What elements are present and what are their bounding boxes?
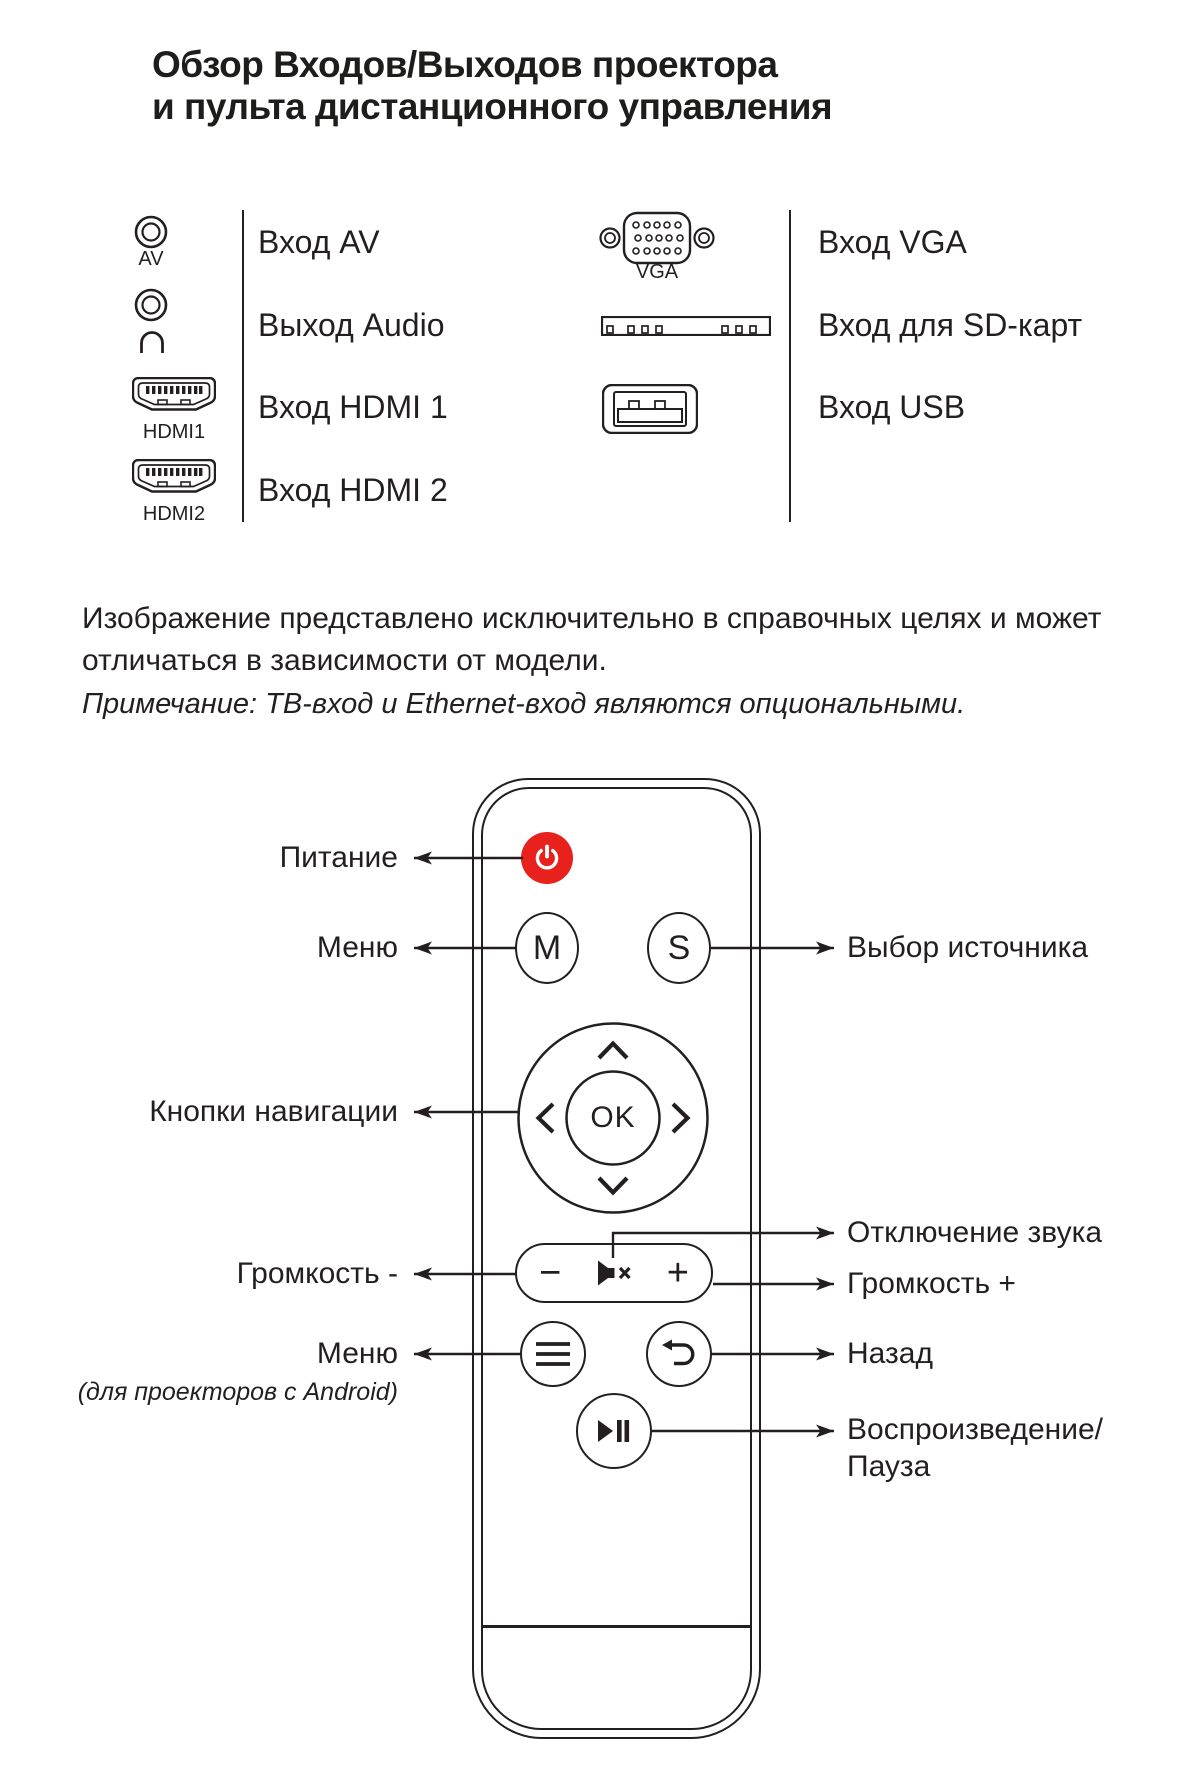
callout-back: Назад [847,1337,933,1370]
volume-minus-button: − [539,1251,562,1294]
back-button [646,1321,712,1387]
hdmi2-connector-icon [132,459,216,503]
callout-mute: Отключение звука [847,1216,1103,1249]
disclaimer-line1: Изображение представлено исключительно в справочных целях и может [82,602,1102,635]
callout-source: Выбор источника [847,931,1089,964]
menu-m-button [515,912,579,984]
usb-port-icon [602,384,698,434]
hdmi1-caption: HDMI1 [142,421,206,443]
back-arrow-icon [661,1337,697,1371]
remote-control-body [472,778,761,1739]
vga-caption: VGA [635,261,679,283]
vga-connector-icon [599,211,715,265]
source-s-button [647,912,711,984]
disclaimer-text [82,598,1101,682]
audio-jack-icon [133,287,169,323]
play-pause-icon [598,1418,631,1444]
android-menu-button [520,1321,586,1387]
io-label-audio-out: Выход Audio [258,307,445,343]
hamburger-menu-icon [535,1340,571,1368]
io-label-sd: Вход для SD-карт [818,307,1083,343]
io-label-av: Вход AV [258,224,380,260]
callout-play-pause [847,1411,1103,1485]
callout-navigation: Кнопки навигации [149,1095,398,1128]
hdmi1-connector-icon [132,377,216,421]
io-label-hdmi2: Вход HDMI 2 [258,472,448,508]
menu-m-label: M [532,928,562,967]
callout-menu-android: Меню [316,1337,398,1370]
io-label-hdmi1: Вход HDMI 1 [258,389,448,425]
right-column-divider [789,210,791,522]
callout-play-pause-line1: Воспроизведение/ [847,1413,1103,1446]
headphone-icon [138,330,166,354]
hdmi2-caption: HDMI2 [142,503,206,525]
source-s-label: S [667,928,691,967]
callout-volume-down: Громкость - [236,1257,398,1290]
page-title-line1: Обзор Входов/Выходов проектора [152,44,778,85]
callout-power: Питание [279,841,398,874]
page-title-line2: и пульта дистанционного управления [152,86,833,127]
disclaimer-line2: отличаться в зависимости от модели. [82,644,607,677]
sd-card-slot-icon [601,316,771,336]
page-title [152,44,832,128]
power-icon [532,843,562,873]
volume-plus-button: + [666,1251,689,1294]
power-button [521,832,573,884]
callout-volume-up: Громкость + [847,1267,1016,1300]
left-column-divider [242,210,244,522]
callout-menu-android-sub: (для проекторов с Android) [77,1378,398,1406]
callout-play-pause-line2: Пауза [847,1450,931,1483]
mute-icon [596,1259,632,1287]
io-label-vga: Вход VGA [818,224,967,260]
ok-button: OK [590,1101,636,1134]
navigation-pad [515,1020,711,1216]
battery-cover-seam [482,1625,751,1628]
volume-rocker [515,1243,713,1303]
av-jack-icon [133,214,169,250]
av-jack-caption: AV [138,248,164,270]
callout-menu: Меню [316,931,398,964]
io-label-usb: Вход USB [818,389,966,425]
note-text: Примечание: ТВ-вход и Ethernet-вход являются опциональными. [82,688,966,720]
play-pause-button [576,1393,652,1469]
